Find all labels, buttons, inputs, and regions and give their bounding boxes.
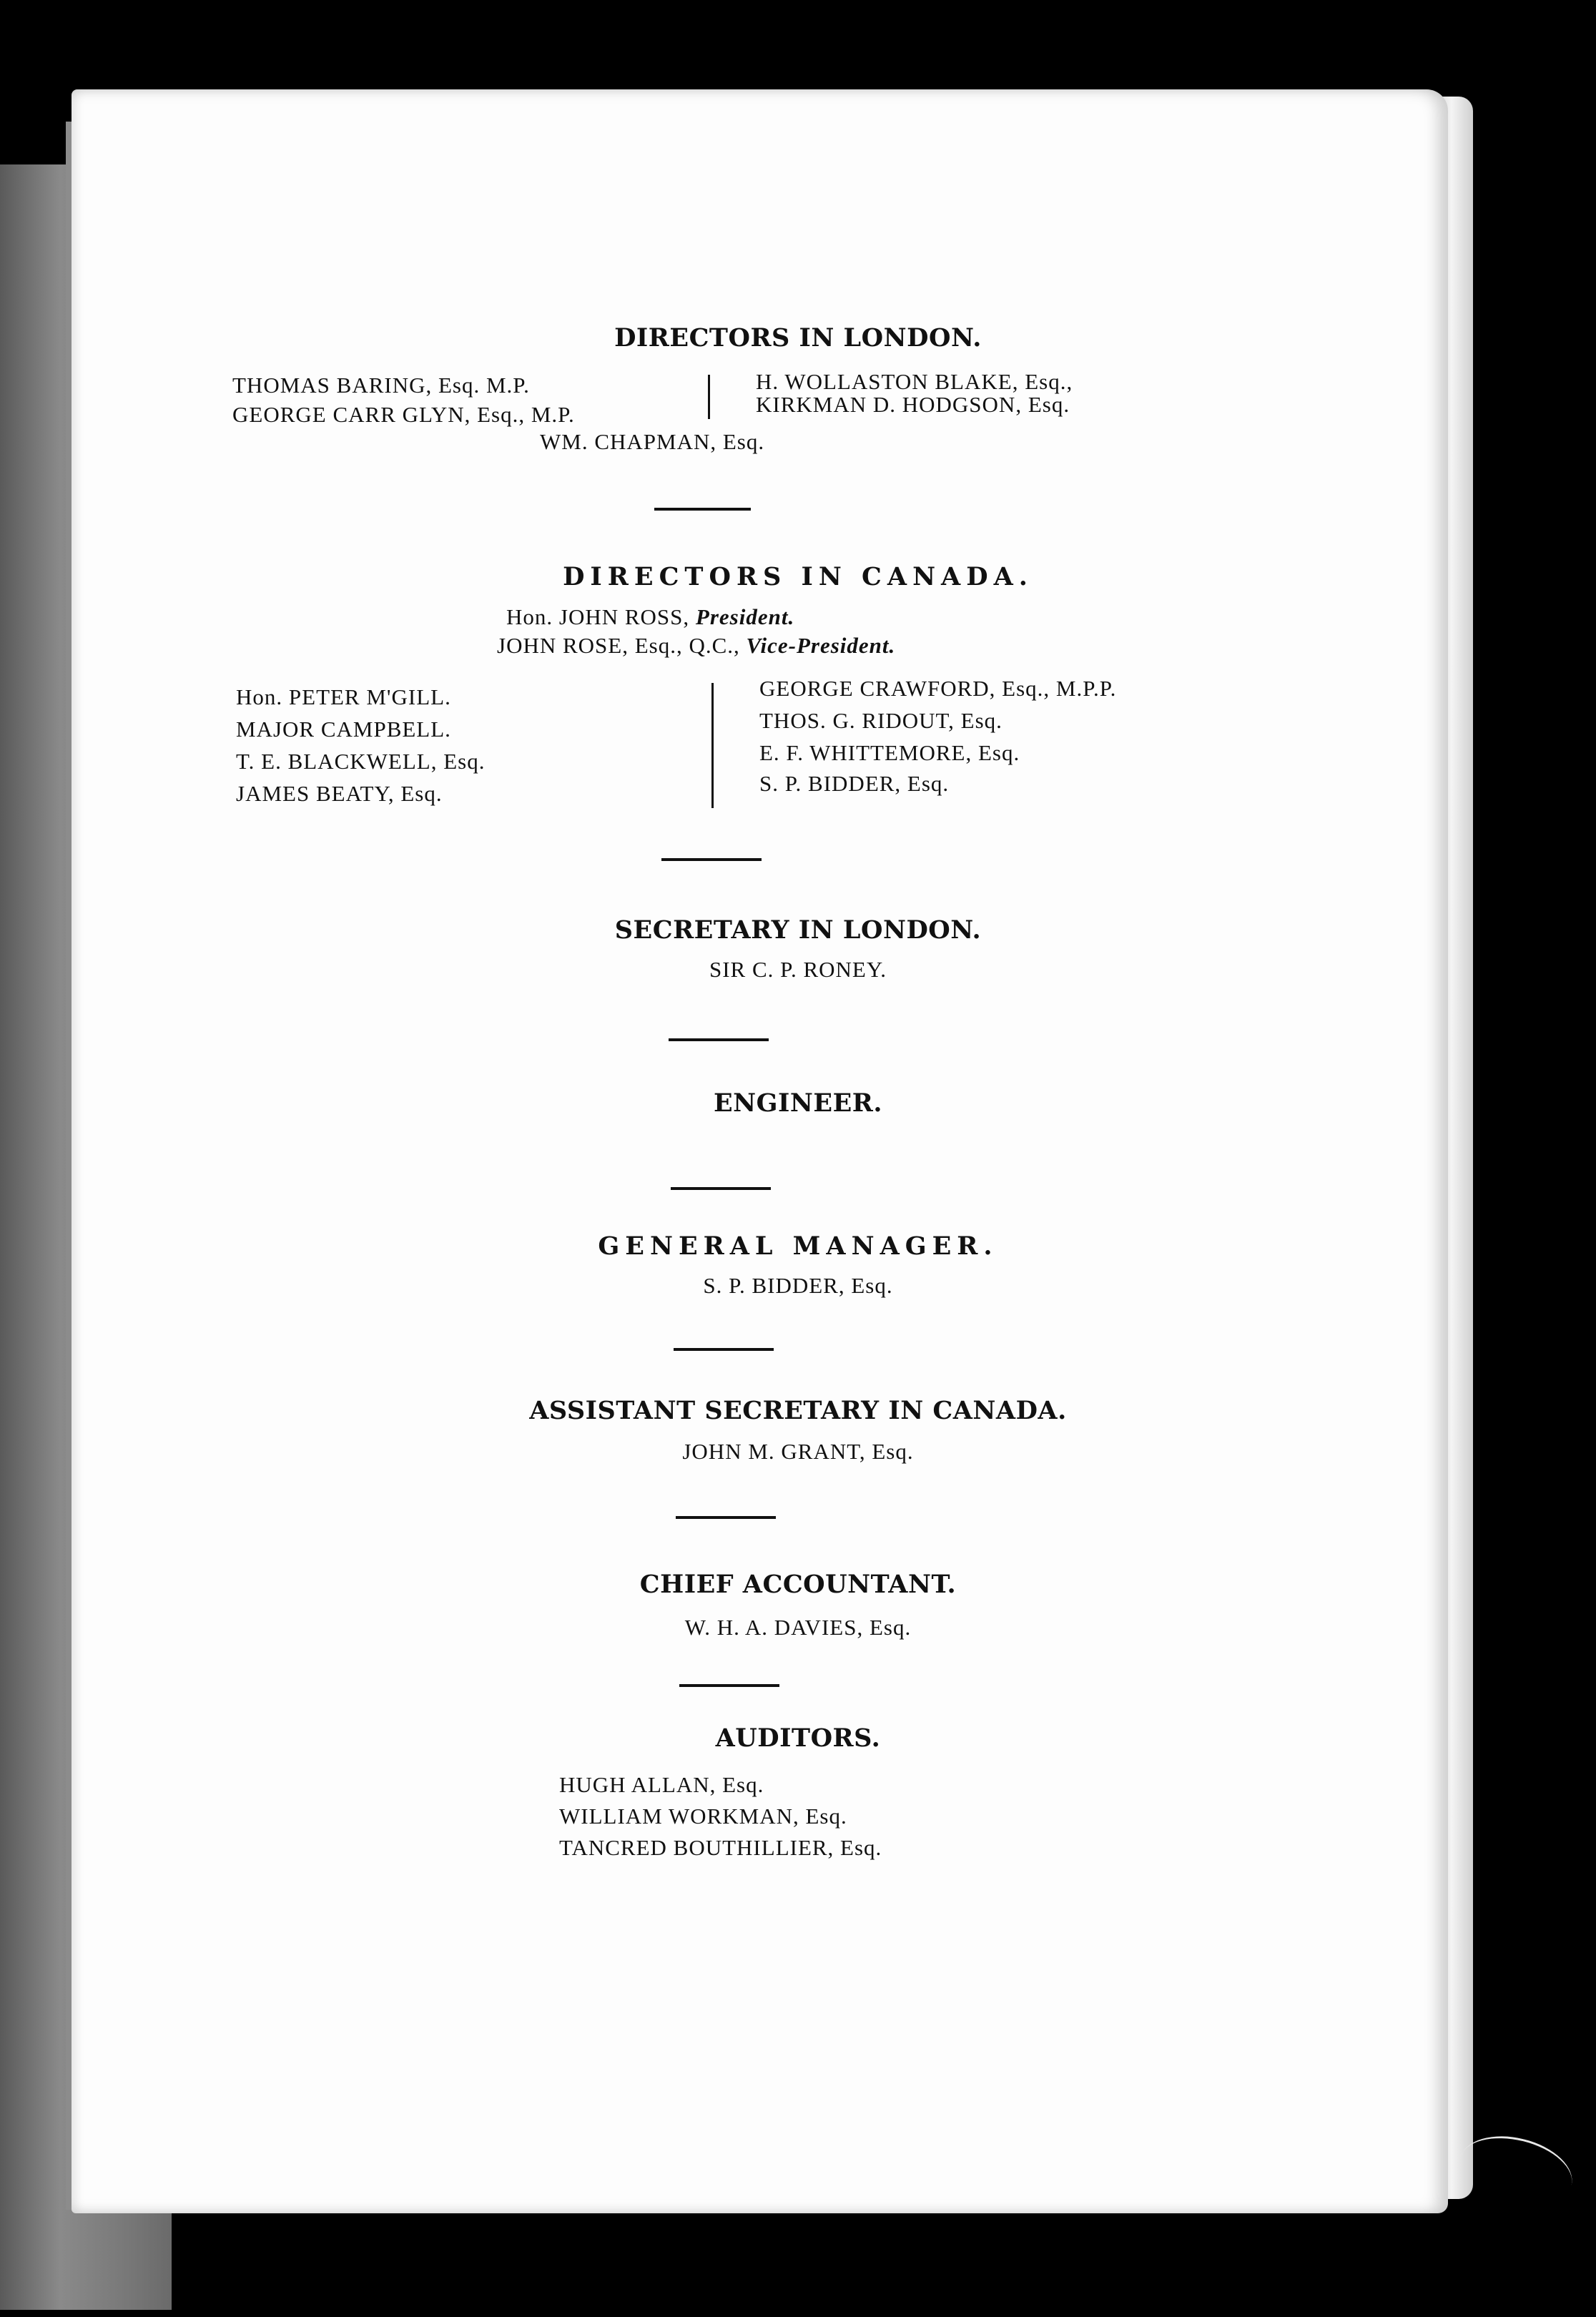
heading-assistant-secretary: ASSISTANT SECRETARY IN CANADA. <box>529 1396 1067 1425</box>
section-rule <box>669 1038 769 1041</box>
director-london-left-2: GEORGE CARR GLYN, Esq., M.P. <box>232 402 575 427</box>
director-london-left-1: THOMAS BARING, Esq. M.P. <box>232 373 530 398</box>
auditor-1: HUGH ALLAN, Esq. <box>559 1772 764 1797</box>
president-name: Hon. JOHN ROSS, <box>506 604 690 629</box>
heading-secretary-london: SECRETARY IN LONDON. <box>614 915 982 945</box>
director-canada-right-1: GEORGE CRAWFORD, Esq., M.P.P. <box>759 676 1117 701</box>
heading-chief-accountant: CHIEF ACCOUNTANT. <box>639 1570 957 1599</box>
section-rule <box>654 508 751 511</box>
director-canada-left-3: T. E. BLACKWELL, Esq. <box>236 749 486 774</box>
heading-engineer: ENGINEER. <box>713 1088 883 1118</box>
vice-president-title: Vice-President. <box>746 633 896 658</box>
auditor-2: WILLIAM WORKMAN, Esq. <box>559 1804 847 1829</box>
secretary-london-name: SIR C. P. RONEY. <box>709 957 887 982</box>
column-divider <box>711 683 714 808</box>
section-rule <box>671 1187 771 1190</box>
heading-auditors: AUDITORS. <box>715 1723 881 1753</box>
director-london-right-1: H. WOLLASTON BLAKE, Esq., <box>756 369 1073 394</box>
vice-president-name: JOHN ROSE, Esq., Q.C., <box>497 633 740 658</box>
director-canada-right-2: THOS. G. RIDOUT, Esq. <box>759 708 1003 733</box>
vice-president-line <box>497 633 895 659</box>
heading-directors-canada: DIRECTORS IN CANADA. <box>563 562 1033 591</box>
assistant-secretary-name: JOHN M. GRANT, Esq. <box>682 1439 914 1464</box>
director-london-right-2: KIRKMAN D. HODGSON, Esq. <box>756 392 1070 417</box>
section-rule <box>661 858 762 861</box>
director-canada-left-1: Hon. PETER M'GILL. <box>236 684 451 709</box>
director-london-bottom: WM. CHAPMAN, Esq. <box>540 429 765 454</box>
president-line <box>506 604 794 630</box>
column-divider <box>708 375 710 419</box>
section-rule <box>674 1348 774 1351</box>
section-rule <box>676 1516 776 1519</box>
director-canada-right-3: E. F. WHITTEMORE, Esq. <box>759 740 1020 765</box>
general-manager-name: S. P. BIDDER, Esq. <box>703 1273 893 1298</box>
chief-accountant-name: W. H. A. DAVIES, Esq. <box>684 1615 912 1640</box>
heading-general-manager: GENERAL MANAGER. <box>598 1231 998 1261</box>
director-canada-right-4: S. P. BIDDER, Esq. <box>759 771 950 796</box>
president-title: President. <box>695 604 795 629</box>
director-canada-left-4: JAMES BEATY, Esq. <box>236 781 443 806</box>
director-canada-left-2: MAJOR CAMPBELL. <box>236 717 451 742</box>
heading-directors-london: DIRECTORS IN LONDON. <box>614 323 982 353</box>
auditor-3: TANCRED BOUTHILLIER, Esq. <box>559 1835 882 1860</box>
section-rule <box>679 1684 779 1687</box>
